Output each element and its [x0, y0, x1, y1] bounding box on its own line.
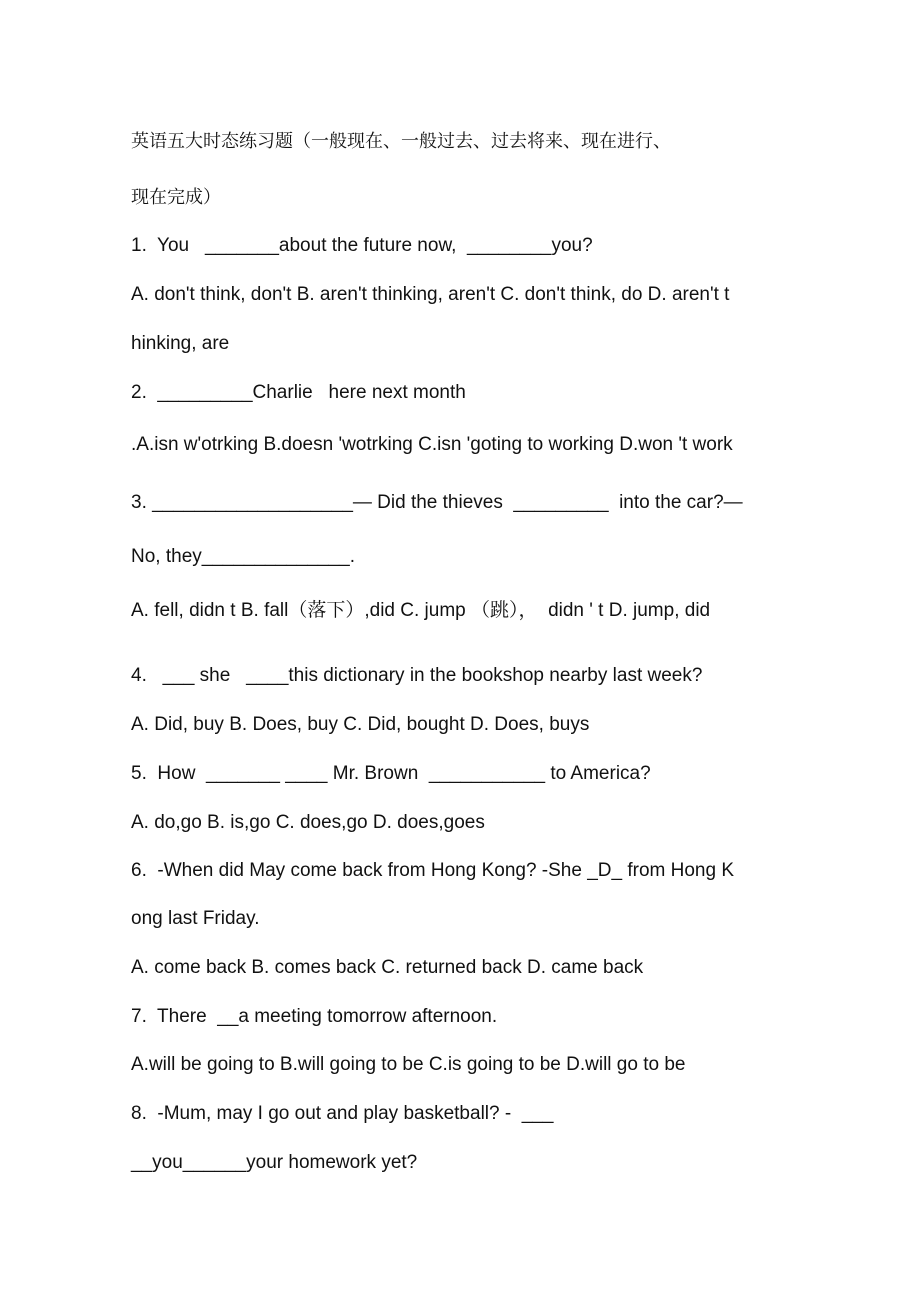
question-8-cont: __you______your homework yet?	[131, 1152, 418, 1173]
question-6-options: A. come back B. comes back C. returned back D. came back	[131, 957, 644, 978]
question-3-options: A. fell, didn t B. fall（落下）,did C. jump （跳）， didn ' t D. jump, did	[131, 600, 711, 621]
document-title-line-1: 英语五大时态练习题（一般现在、一般过去、过去将来、现在进行、	[131, 131, 671, 151]
question-7: 7. There __a meeting tomorrow afternoon.	[131, 1006, 498, 1027]
question-6-cont: ong last Friday.	[131, 908, 260, 929]
question-6: 6. -When did May come back from Hong Kong? -She _D_ from Hong K	[131, 860, 734, 881]
question-4: 4. ___ she ____this dictionary in the bookshop nearby last week?	[131, 665, 703, 686]
question-3-cont: No, they______________.	[131, 546, 355, 567]
question-7-options: A.will be going to B.will going to be C.is going to be D.will go to be	[131, 1054, 686, 1075]
question-5: 5. How _______ ____ Mr. Brown ___________ to America?	[131, 763, 651, 784]
question-1-options-cont: hinking, are	[131, 333, 230, 354]
question-1: 1. You _______about the future now, ________you?	[131, 235, 593, 256]
question-8: 8. -Mum, may I go out and play basketball? - ___	[131, 1103, 554, 1124]
document-title-line-2: 现在完成）	[131, 187, 221, 207]
question-2: 2. _________Charlie here next month	[131, 382, 466, 403]
question-3: 3. ___________________— Did the thieves _________ into the car?—	[131, 492, 743, 513]
question-4-options: A. Did, buy B. Does, buy C. Did, bought D. Does, buys	[131, 714, 590, 735]
question-1-options: A. don't think, don't B. aren't thinking, aren't C. don't think, do D. aren't t	[131, 284, 730, 305]
question-5-options: A. do,go B. is,go C. does,go D. does,goes	[131, 812, 485, 833]
question-2-options: .A.isn w'otrking B.doesn 'wotrking C.isn 'goting to working D.won 't work	[131, 434, 733, 455]
